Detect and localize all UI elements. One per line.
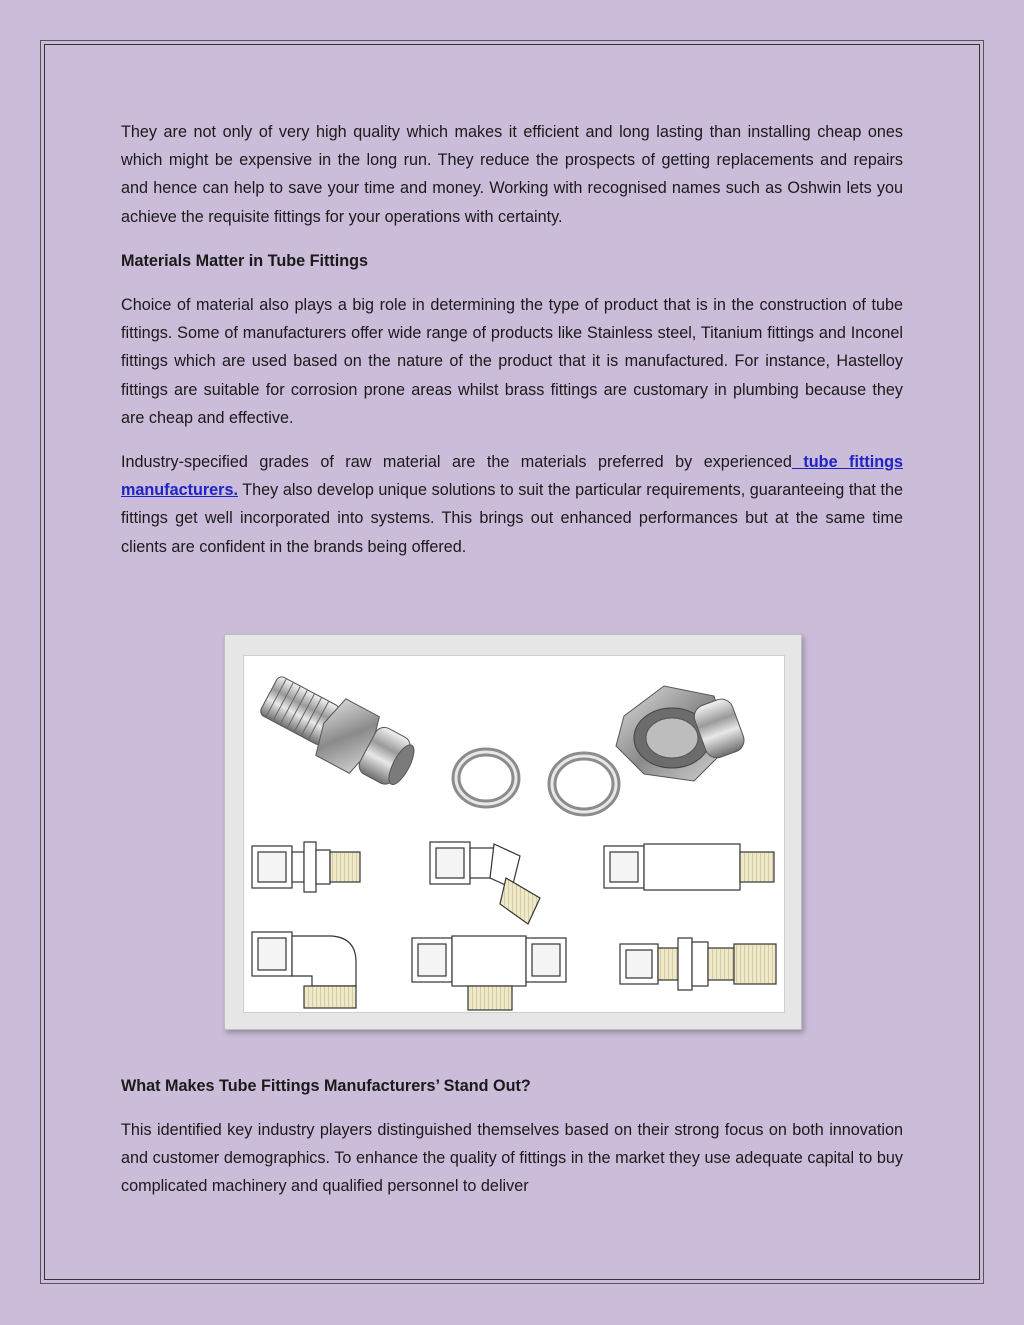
ferrule-ring-front — [456, 752, 516, 804]
drawing-45-elbow — [430, 842, 540, 924]
tube-fittings-image — [243, 655, 785, 1013]
drawing-elbow — [252, 932, 356, 1008]
paragraph-materials: Choice of material also plays a big role in determining the type of product that is in the construction of tube fittings. Some of manufacturers offer wide range of products like Stainless steel, Titanium fittings and Inconel fittings which are used based on the nature of the product that it is manufactured. For instance, Hastelloy fittings are suitable for corrosion prone areas whilst brass fittings are customary in plumbing because they are cheap and effective. — [121, 296, 903, 427]
nut-photo — [616, 686, 747, 781]
tube-fittings-manufacturers-link[interactable]: tube fittings manufacturers. — [121, 453, 904, 500]
ferrule-ring-back — [552, 756, 616, 812]
tube-fittings-illustration — [244, 656, 784, 1012]
male-connector-photo — [254, 666, 424, 797]
drawing-bulkhead-connector — [252, 842, 360, 892]
drawing-reducer — [604, 844, 774, 890]
paragraph-grades-text: Industry-specified grades of raw material are the materials preferred by experienced — [121, 453, 792, 472]
heading-stand-out: What Makes Tube Fittings Manufacturers’ Stand Out? — [121, 1077, 531, 1095]
drawing-bulkhead-union — [620, 938, 776, 990]
paragraph-stand-out: This identified key industry players distinguished themselves based on their strong focus on both innovation and customer demographics. To enhance the quality of fittings in the market they use adequate capital to buy complicated machinery and qualified personnel to deliver — [121, 1121, 903, 1196]
drawing-tee — [412, 936, 566, 1010]
text-content — [121, 118, 903, 561]
paragraph-grades-text-after: They also develop unique solutions to suit the particular requirements, guaranteeing that the fittings get well incorporated into systems. This brings out enhanced performances but at the same time clients are confident in the brands being offered. — [121, 481, 903, 556]
paragraph-quality: They are not only of very high quality which makes it efficient and long lasting than installing cheap ones which might be expensive in the long run. They reduce the prospects of getting replacements and repairs and hence can help to save your time and money. Working with recognised names such as Oshwin lets you achieve the requisite fittings for your operations with certainty. — [121, 123, 903, 226]
paragraph-grades — [121, 448, 903, 561]
product-image-frame — [224, 634, 802, 1030]
heading-materials: Materials Matter in Tube Fittings — [121, 251, 369, 270]
